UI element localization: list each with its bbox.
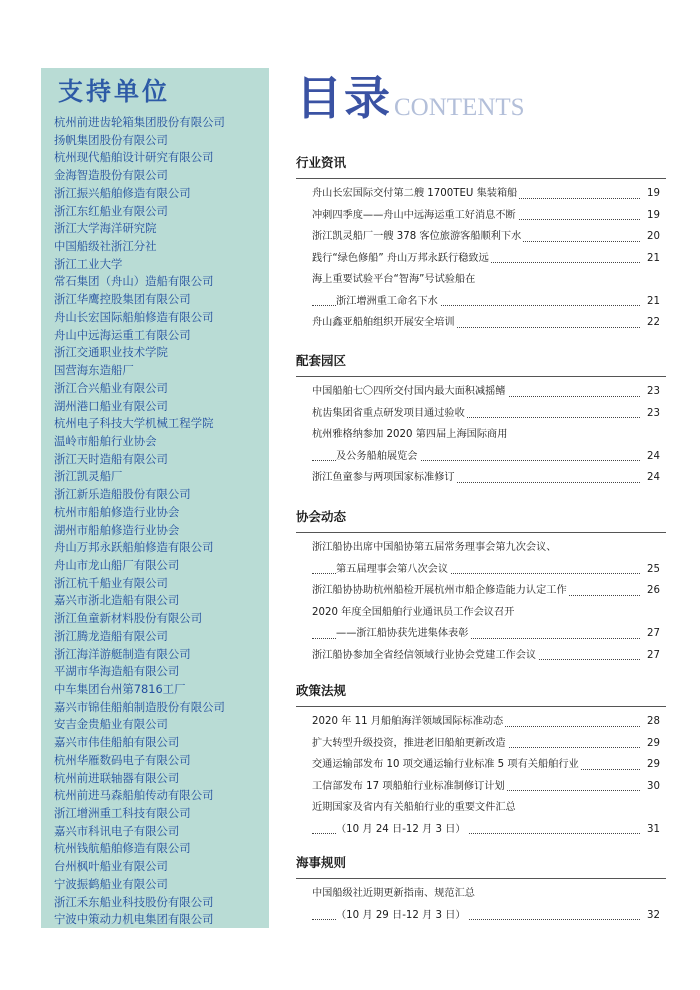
support-unit-item: 中车集团台州第7816工厂 — [54, 682, 186, 696]
toc-entry-page: 32 — [645, 905, 660, 927]
section-divider — [296, 178, 666, 179]
support-unit-item: 舟山万邦永跃船舶修造有限公司 — [54, 540, 214, 555]
toc-entry-title: 中国船舶七〇四所交付国内最大面积减摇鳍 — [312, 381, 508, 403]
support-unit-item: 浙江禾东船业科技股份有限公司 — [54, 894, 214, 909]
toc-entry-title: 冲刺四季度——舟山中远海运重工好消息不断 — [312, 205, 518, 227]
support-units-title: 支持单位 — [58, 77, 171, 106]
toc-entry-title: 交通运输部发布 10 项交通运输行业标准 5 项有关船舶行业 — [312, 754, 581, 776]
toc-entry-title: 近期国家及省内有关船舶行业的重要文件汇总 — [312, 797, 518, 819]
support-unit-item: 杭州电子科技大学机械工程学院 — [54, 416, 214, 431]
toc-entry-page: 27 — [645, 645, 660, 667]
toc-entry[interactable] — [312, 269, 660, 291]
toc-entry[interactable] — [312, 424, 660, 446]
toc-entry-title: （10 月 29 日-12 月 3 日） — [336, 905, 468, 927]
toc-entry[interactable] — [312, 733, 660, 755]
toc-section — [296, 154, 666, 334]
toc-entry[interactable] — [312, 205, 660, 227]
support-unit-item: 浙江新乐造船股份有限公司 — [54, 487, 191, 502]
toc-entry[interactable] — [312, 559, 660, 581]
toc-entry-page: 22 — [645, 312, 660, 334]
support-unit-item: 湖州市船舶修造行业协会 — [54, 522, 180, 537]
toc-section — [296, 352, 666, 489]
toc-entry[interactable] — [312, 226, 660, 248]
toc-entry[interactable] — [312, 183, 660, 205]
toc-entry-list — [312, 381, 660, 489]
support-unit-item: 嘉兴市锦佳船舶制造股份有限公司 — [54, 699, 225, 714]
support-unit-item: 浙江杭千船业有限公司 — [54, 575, 168, 590]
toc-section — [296, 508, 666, 666]
toc-entry-title: 浙江凯灵船厂一艘 378 客位旅游客船顺利下水 — [312, 226, 523, 248]
toc-entry-list — [312, 883, 660, 926]
toc-entry[interactable] — [312, 312, 660, 334]
toc-entry-title: 舟山鑫亚船舶组织开展安全培训 — [312, 312, 457, 334]
toc-entry-page: 27 — [645, 623, 660, 645]
toc-entry[interactable] — [312, 754, 660, 776]
toc-entry[interactable] — [312, 248, 660, 270]
support-unit-item: 舟山中远海运重工有限公司 — [54, 327, 191, 342]
toc-entry-page: 21 — [645, 291, 660, 313]
toc-entry-page: 31 — [645, 819, 660, 841]
toc-entry-title: 浙江船协协助杭州船检开展杭州市船企修造能力认定工作 — [312, 580, 569, 602]
support-unit-item: 杭州前进联轴器有限公司 — [54, 770, 180, 785]
toc-entry-page: 19 — [645, 205, 660, 227]
section-heading: 协会动态 — [296, 509, 347, 524]
support-unit-item: 常石集团（舟山）造船有限公司 — [54, 274, 214, 289]
toc-entry-title: ——浙江船协获先进集体表彰 — [336, 623, 470, 645]
support-unit-item: 杭州前进齿轮箱集团股份有限公司 — [54, 115, 225, 129]
toc-entry-title: 中国船级社近期更新指南、规范汇总 — [312, 883, 477, 905]
support-unit-item: 台州枫叶船业有限公司 — [54, 859, 168, 874]
support-unit-item: 宁波振鹤船业有限公司 — [54, 876, 168, 891]
toc-entry[interactable] — [312, 797, 660, 819]
toc-entry-page: 30 — [645, 776, 660, 798]
toc-entry-list — [312, 711, 660, 840]
support-unit-item: 杭州现代船舶设计研究有限公司 — [54, 150, 214, 165]
toc-entry[interactable] — [312, 602, 660, 624]
toc-entry-page: 21 — [645, 248, 660, 270]
toc-entry-page: 28 — [645, 711, 660, 733]
toc-entry-title: 海上重要试验平台“智海”号试验船在 — [312, 269, 477, 291]
support-units-list — [54, 114, 269, 929]
toc-entry-title: 2020 年度全国船舶行业通讯员工作会议召开 — [312, 602, 516, 624]
support-unit-item: 平湖市华海造船有限公司 — [54, 664, 180, 679]
section-heading: 行业资讯 — [296, 155, 347, 170]
toc-section — [296, 682, 666, 840]
support-unit-item: 杭州前进马森船舶传动有限公司 — [54, 788, 214, 803]
support-units-panel — [41, 68, 269, 928]
toc-entry-title: 2020 年 11 月船舶海洋领域国际标准动态 — [312, 711, 505, 733]
support-unit-item: 湖州港口船业有限公司 — [54, 398, 168, 413]
toc-header — [296, 72, 676, 132]
toc-entry-page: 24 — [645, 446, 660, 468]
support-unit-item: 安吉金贵船业有限公司 — [54, 717, 168, 732]
support-unit-item: 浙江东红船业有限公司 — [54, 203, 168, 218]
toc-entry-page: 29 — [645, 754, 660, 776]
support-unit-item: 杭州钱航船舶修造有限公司 — [54, 841, 191, 856]
toc-entry[interactable] — [312, 711, 660, 733]
toc-entry[interactable] — [312, 467, 660, 489]
support-unit-item: 浙江合兴船业有限公司 — [54, 380, 168, 395]
section-heading: 政策法规 — [296, 683, 347, 698]
toc-entry-title: 浙江船协参加全省经信领域行业协会党建工作会议 — [312, 645, 538, 667]
toc-entry[interactable] — [312, 623, 660, 645]
support-unit-item: 金海智造股份有限公司 — [54, 168, 168, 183]
toc-entry-title: 第五届理事会第八次会议 — [336, 559, 450, 581]
support-unit-item: 嘉兴市科讯电子有限公司 — [54, 823, 180, 838]
support-unit-item: 浙江海洋游艇制造有限公司 — [54, 646, 191, 661]
toc-entry-title: （10 月 24 日-12 月 3 日） — [336, 819, 468, 841]
section-divider — [296, 532, 666, 533]
toc-entry-list — [312, 183, 660, 334]
toc-entry[interactable] — [312, 381, 660, 403]
support-unit-item: 宁波中策动力机电集团有限公司 — [54, 912, 214, 927]
toc-entry[interactable] — [312, 645, 660, 667]
support-unit-item: 浙江腾龙造船有限公司 — [54, 628, 168, 643]
toc-entry-title: 扩大转型升级投资，推进老旧船舶更新改造 — [312, 733, 508, 755]
support-unit-item: 舟山市龙山船厂有限公司 — [54, 557, 180, 572]
toc-entry[interactable] — [312, 403, 660, 425]
support-unit-item: 浙江交通职业技术学院 — [54, 345, 168, 360]
toc-entry-page: 23 — [645, 403, 660, 425]
toc-entry[interactable] — [312, 905, 660, 927]
toc-entry[interactable] — [312, 819, 660, 841]
toc-entry-title: 浙江增洲重工命名下水 — [336, 291, 440, 313]
section-divider — [296, 376, 666, 377]
toc-entry-page: 19 — [645, 183, 660, 205]
toc-entry[interactable] — [312, 291, 660, 313]
toc-entry[interactable] — [312, 883, 660, 905]
toc-entry-page: 20 — [645, 226, 660, 248]
support-unit-item: 浙江华鹰控股集团有限公司 — [54, 292, 191, 307]
toc-section — [296, 854, 666, 926]
support-unit-item: 嘉兴市伟佳船舶有限公司 — [54, 735, 180, 750]
support-unit-item: 浙江振兴船舶修造有限公司 — [54, 185, 191, 200]
toc-subtitle: CONTENTS — [394, 94, 525, 121]
toc-entry-title: 杭州雅格纳参加 2020 第四届上海国际商用 — [312, 424, 509, 446]
toc-entry[interactable] — [312, 776, 660, 798]
toc-entry-title: 及公务船舶展览会 — [336, 446, 420, 468]
toc-entry-title: 舟山长宏国际交付第二艘 1700TEU 集装箱船 — [312, 183, 519, 205]
toc-title: 目录 — [296, 71, 392, 125]
support-unit-item: 嘉兴市浙北造船有限公司 — [54, 593, 180, 608]
support-unit-item: 浙江大学海洋研究院 — [54, 221, 157, 236]
support-unit-item: 杭州市船舶修造行业协会 — [54, 504, 180, 519]
support-unit-item: 扬帆集团股份有限公司 — [54, 132, 168, 147]
toc-entry-page: 23 — [645, 381, 660, 403]
toc-entry-page: 25 — [645, 559, 660, 581]
support-unit-item: 浙江增洲重工科技有限公司 — [54, 806, 191, 821]
support-unit-item: 浙江天时造船有限公司 — [54, 451, 168, 466]
support-unit-item: 浙江凯灵船厂 — [54, 469, 123, 484]
toc-entry-page: 26 — [645, 580, 660, 602]
section-heading: 配套园区 — [296, 353, 347, 368]
toc-entry[interactable] — [312, 446, 660, 468]
support-unit-item: 舟山长宏国际船舶修造有限公司 — [54, 309, 214, 324]
toc-entry-title: 杭齿集团省重点研发项目通过验收 — [312, 403, 467, 425]
support-unit-item: 国营海东造船厂 — [54, 363, 134, 378]
section-divider — [296, 878, 666, 879]
toc-entry-page: 29 — [645, 733, 660, 755]
toc-entry-title: 践行“绿色修船” 舟山万邦永跃行稳致远 — [312, 248, 491, 270]
toc-entry[interactable] — [312, 537, 660, 559]
support-unit-item: 浙江工业大学 — [54, 256, 123, 271]
support-unit-item: 杭州华雁数码电子有限公司 — [54, 752, 191, 767]
toc-entry-list — [312, 537, 660, 666]
support-unit-item: 浙江鱼童新材料股份有限公司 — [54, 611, 203, 626]
section-divider — [296, 706, 666, 707]
toc-entry-title: 浙江鱼童参与两项国家标准修订 — [312, 467, 457, 489]
support-unit-item: 温岭市船舶行业协会 — [54, 433, 157, 448]
toc-entry-title: 浙江船协出席中国船协第五届常务理事会第九次会议、 — [312, 537, 559, 559]
toc-entry[interactable] — [312, 580, 660, 602]
toc-entry-title: 工信部发布 17 项船舶行业标准制修订计划 — [312, 776, 507, 798]
toc-entry-page: 24 — [645, 467, 660, 489]
section-heading: 海事规则 — [296, 855, 347, 870]
support-unit-item: 中国船级社浙江分社 — [54, 239, 157, 254]
